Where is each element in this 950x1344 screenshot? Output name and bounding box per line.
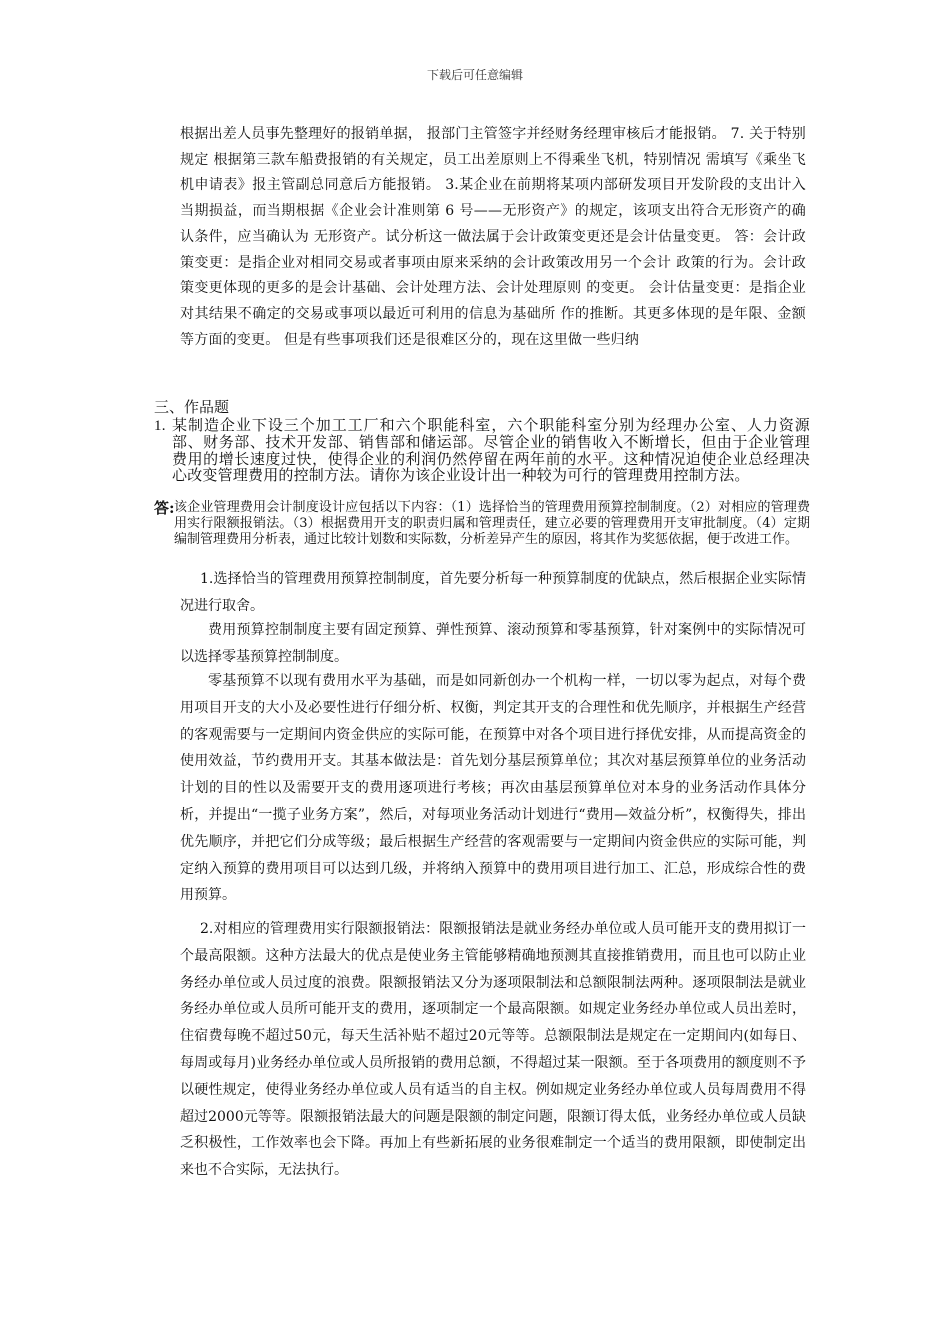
- intro-paragraph: 根据出差人员事先整理好的报销单据， 报部门主管签字并经财务经理审核后才能报销。 7. 关于特别规定 根据第三款车船费报销的有关规定，员工出差原则上不得乘坐飞机，特别情况 需填写《乘坐飞机申请表》报主管副总同意后方能报销。 3.某企业在前期将某项内部研发项目开发阶段的支出计入当期损益，而当期根据《企业会计准则第 6 号——无形资产》的规定，该项支出符合无形资产的确认条件，应当确认为 无形资产。试分析这一做法属于会计政策变更还是会计估量变更。 答：会计政策变更：是指企业对相同交易或者事项由原来采纳的会计政策改用另一个会计 政策的行为。会计政策变更体现的更多的是会计基础、会计处理方法、会计处理原则 的变更。 会计估量变更：是指企业对其结果不确定的交易或事项以最近可利用的信息为基础所 作的推断。其更多体现的是年限、金额等方面的变更。 但是有些事项我们还是很难区分的，现在这里做一些归纳: [180, 126, 806, 348]
- section-title: 三、作品题: [154, 400, 230, 416]
- answer-label: 答:: [154, 499, 175, 517]
- page-header: 下载后可任意编辑: [426, 68, 523, 82]
- body-paragraph-3: 零基预算不以现有费用水平为基础，而是如同新创办一个机构一样，一切以零为起点，对每个费用项目开支的大小及必要性进行仔细分析、权衡，判定其开支的合理性和优先顺序，并根据生产经营的客观需要与一定期间内资金供应的实际可能，在预算中对各个项目进行择优安排，从而提高资金的使用效益，节约费用开支。其基本做法是：首先划分基层预算单位；其次对基层预算单位的业务活动计划的目的性以及需要开支的费用逐项进行考核；再次由基层预算单位对本身的业务活动作具体分析，并提出“一揽子业务方案”，然后，对每项业务活动计划进行“费用—效益分析”，权衡得失，排出优先顺序，并把它们分成等级；最后根据生产经营的客观需要与一定期间内资金供应的实际可能，判定纳入预算的费用项目可以达到几级，并将纳入预算中的费用项目进行加工、汇总，形成综合性的费用预算。: [180, 673, 806, 904]
- body-paragraph-1: 1.选择恰当的管理费用预算控制制度，首先要分析每一种预算制度的优缺点，然后根据企业实际情况进行取舍。: [180, 571, 806, 614]
- question-1: [154, 418, 810, 485]
- answer-text: 该企业管理费用会计制度设计应包括以下内容：（1）选择恰当的管理费用预算控制制度。（2）对相应的管理费用实行限额报销法。（3）根据费用开支的职责归属和管理责任，建立必要的管理费用开支审批制度。（4）定期编制管理费用分析表，通过比较计划数和实际数，分析差异产生的原因，将其作为奖惩依据，便于改进工作。: [174, 500, 810, 548]
- question-number: 1.: [154, 418, 166, 434]
- question-text: 某制造企业下设三个加工工厂和六个职能科室，六个职能科室分别为经理办公室、人力资源部、财务部、技术开发部、销售部和储运部。尽管企业的销售收入不断增长，但由于企业管理费用的增长速度过快，使得企业的利润仍然停留在两年前的水平。这种情况迫使企业总经理决心改变管理费用的控制方法。请你为该企业设计出一种较为可行的管理费用控制方法。: [172, 418, 810, 485]
- answer-block: [154, 500, 810, 549]
- body-paragraph-2: 费用预算控制制度主要有固定预算、弹性预算、滚动预算和零基预算，针对案例中的实际情况可以选择零基预算控制制度。: [180, 622, 806, 665]
- body-paragraph-4: 2.对相应的管理费用实行限额报销法：限额报销法是就业务经办单位或人员可能开支的费用拟订一个最高限额。这种方法最大的优点是使业务主管能够精确地预测其直接推销费用，而且也可以防止业务经办单位或人员过度的浪费。限额报销法又分为逐项限制法和总额限制法两种。逐项限制法是就业务经办单位或人员所可能开支的费用，逐项制定一个最高限额。如规定业务经办单位或人员出差时，住宿费每晚不超过50元，每天生活补贴不超过20元等等。总额限制法是规定在一定期间内(如每日、每周或每月)业务经办单位或人员所报销的费用总额，不得超过某一限额。至于各项费用的额度则不予以硬性规定，使得业务经办单位或人员有适当的自主权。例如规定业务经办单位或人员每周费用不得超过2000元等等。限额报销法最大的问题是限额的制定问题，限额订得太低，业务经办单位或人员缺乏积极性，工作效率也会下降。再加上有些新拓展的业务很难制定一个适当的费用限额，即使制定出来也不合实际，无法执行。: [180, 921, 806, 1179]
